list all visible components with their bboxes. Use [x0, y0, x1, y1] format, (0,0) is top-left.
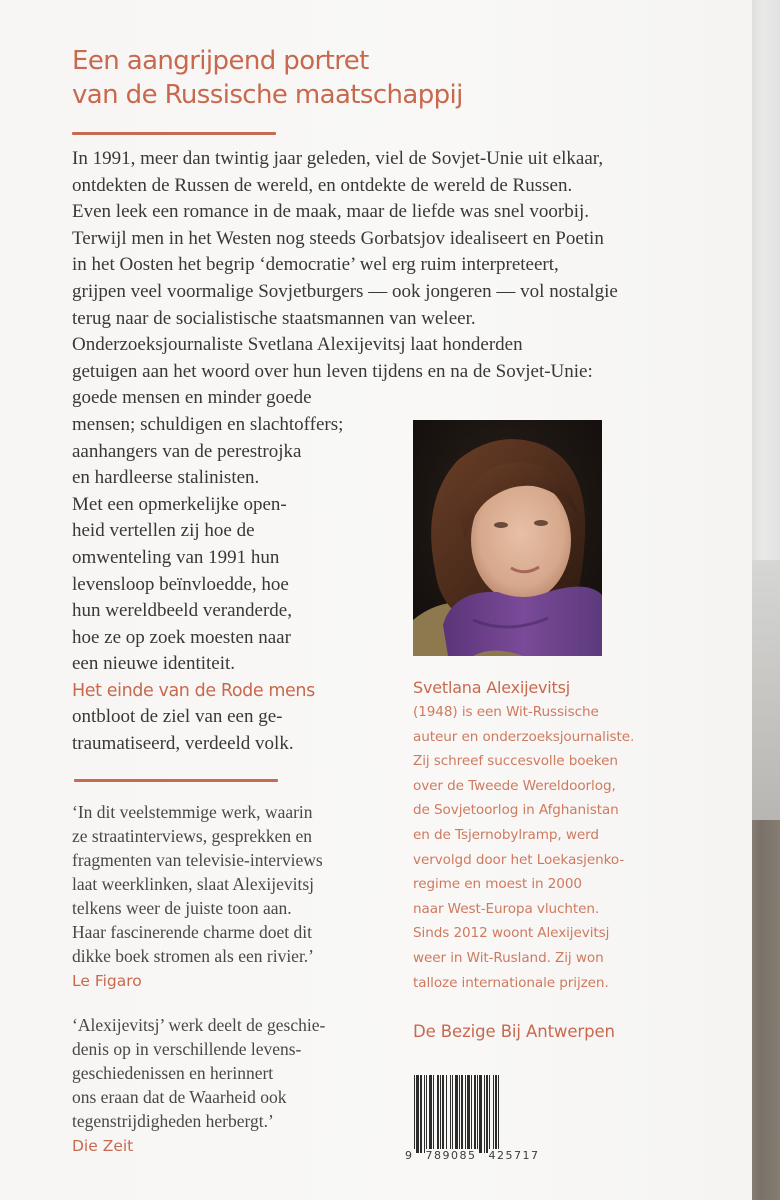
- quote-line: ‘Alexijevitsj’ werk deelt de geschie-: [72, 1015, 326, 1035]
- quote-line: telkens weer de juiste toon aan.: [72, 898, 292, 918]
- headline-divider: [72, 132, 276, 135]
- blurb-line: Met een opmerkelijke open-: [72, 493, 287, 515]
- barcode-lead-digit: 9: [405, 1149, 414, 1162]
- bio-line: talloze internationale prijzen.: [413, 974, 609, 991]
- bio-line: over de Tweede Wereldoorlog,: [413, 777, 616, 794]
- author-name: Svetlana Alexijevitsj: [413, 678, 570, 697]
- quotes-divider: [74, 779, 278, 782]
- bio-line: naar West-Europa vluchten.: [413, 900, 600, 917]
- bio-line: auteur en onderzoeksjournaliste.: [413, 728, 635, 745]
- blurb-line: goede mensen en minder goede: [72, 387, 312, 409]
- barcode-group-1: 789085: [425, 1149, 477, 1162]
- quote-line: denis op in verschillende levens-: [72, 1039, 302, 1059]
- blurb-line: in het Oosten het begrip ‘democratie’ wel erg ruim interpreteert,: [72, 254, 559, 276]
- cover-headline: [72, 44, 463, 112]
- author-bio: [413, 676, 713, 995]
- bio-line: Sinds 2012 woont Alexijevitsj: [413, 925, 610, 942]
- blurb-line: getuigen aan het woord over hun leven tijdens en na de Sovjet-Unie:: [72, 360, 593, 382]
- bio-line: regime en moest in 2000: [413, 876, 582, 893]
- quote-line: ze straatinterviews, gesprekken en: [72, 826, 313, 846]
- quote-line: ‘In dit veelstemmige werk, waarin: [72, 802, 313, 822]
- bio-line: en de Tsjernobylramp, werd: [413, 826, 599, 843]
- bio-line: Zij schreef succesvolle boeken: [413, 753, 618, 770]
- bio-line: vervolgd door het Loekasjenko-: [413, 851, 625, 868]
- quote-line: ons eraan dat de Waarheid ook: [72, 1087, 287, 1107]
- quote-line: dikke boek stromen als een rivier.’: [72, 946, 315, 966]
- blurb-line: Terwijl men in het Westen nog steeds Gorbatsjov idealiseert en Poetin: [72, 227, 604, 249]
- blurb-line: hoe ze op zoek moesten naar: [72, 626, 291, 648]
- author-portrait-illustration: [413, 420, 602, 656]
- isbn-barcode: [404, 1075, 554, 1165]
- book-spine-edge-middle: [748, 560, 780, 820]
- barcode-digits: [404, 1149, 541, 1162]
- bio-line: de Sovjetoorlog in Afghanistan: [413, 802, 619, 819]
- book-spine-edge-bottom: [748, 820, 780, 1200]
- author-photo: [413, 420, 602, 656]
- barcode-group-2: 425717: [488, 1149, 540, 1162]
- quote-source: Le Figaro: [72, 972, 142, 990]
- quote-line: Haar fascinerende charme doet dit: [72, 922, 313, 942]
- blurb-line: een nieuwe identiteit.: [72, 653, 236, 675]
- headline-line-1: Een aangrijpend portret: [72, 46, 369, 76]
- quote-line: laat weerklinken, slaat Alexijevitsj: [72, 874, 315, 894]
- blurb-line: en hardleerse stalinisten.: [72, 467, 260, 489]
- bio-line: (1948) is een Wit-Russische: [413, 704, 599, 720]
- blurb-closing-line: ontbloot de ziel van een ge-: [72, 706, 283, 728]
- blurb-line: grijpen veel voormalige Sovjetburgers — ook jongeren — vol nostalgie: [72, 280, 618, 302]
- blurb-closing-line: traumatiseerd, verdeeld volk.: [72, 733, 294, 755]
- publisher-name: De Bezige Bij Antwerpen: [413, 1022, 615, 1041]
- review-quote-le-figaro: [72, 800, 392, 994]
- quote-source: Die Zeit: [72, 1137, 134, 1155]
- quote-line: geschiedenissen en herinnert: [72, 1063, 274, 1083]
- blurb-line: In 1991, meer dan twintig jaar geleden, viel de Sovjet-Unie uit elkaar,: [72, 148, 604, 169]
- blurb-line: omwenteling van 1991 hun: [72, 546, 280, 568]
- quote-line: fragmenten van televisie-interviews: [72, 850, 323, 870]
- headline-line-2: van de Russische maatschappij: [72, 80, 463, 110]
- blurb-line: levensloop beïnvloedde, hoe: [72, 573, 289, 595]
- blurb-line: hun wereldbeeld veranderde,: [72, 600, 292, 622]
- book-title-line: Het einde van de Rode mens: [72, 680, 315, 701]
- blurb-line: terug naar de socialistische staatsmannen van weleer.: [72, 307, 476, 329]
- blurb-line: mensen; schuldigen en slachtoffers;: [72, 413, 344, 435]
- blurb-line: heid vertellen zij hoe de: [72, 520, 255, 542]
- blurb-line: ontdekten de Russen de wereld, en ontdekte de wereld de Russen.: [72, 174, 573, 196]
- bio-line: weer in Wit-Rusland. Zij won: [413, 949, 604, 966]
- blurb-text: [72, 146, 712, 758]
- review-quote-die-zeit: [72, 1013, 392, 1159]
- barcode-bars: [414, 1075, 550, 1153]
- blurb-line: Onderzoeksjournaliste Svetlana Alexijevitsj laat honderden: [72, 334, 523, 356]
- quote-line: tegenstrijdigheden herbergt.’: [72, 1111, 274, 1131]
- blurb-line: Even leek een romance in de maak, maar de liefde was snel voorbij.: [72, 201, 590, 223]
- book-spine-edge-top: [750, 0, 780, 560]
- blurb-line: aanhangers van de perestrojka: [72, 440, 302, 462]
